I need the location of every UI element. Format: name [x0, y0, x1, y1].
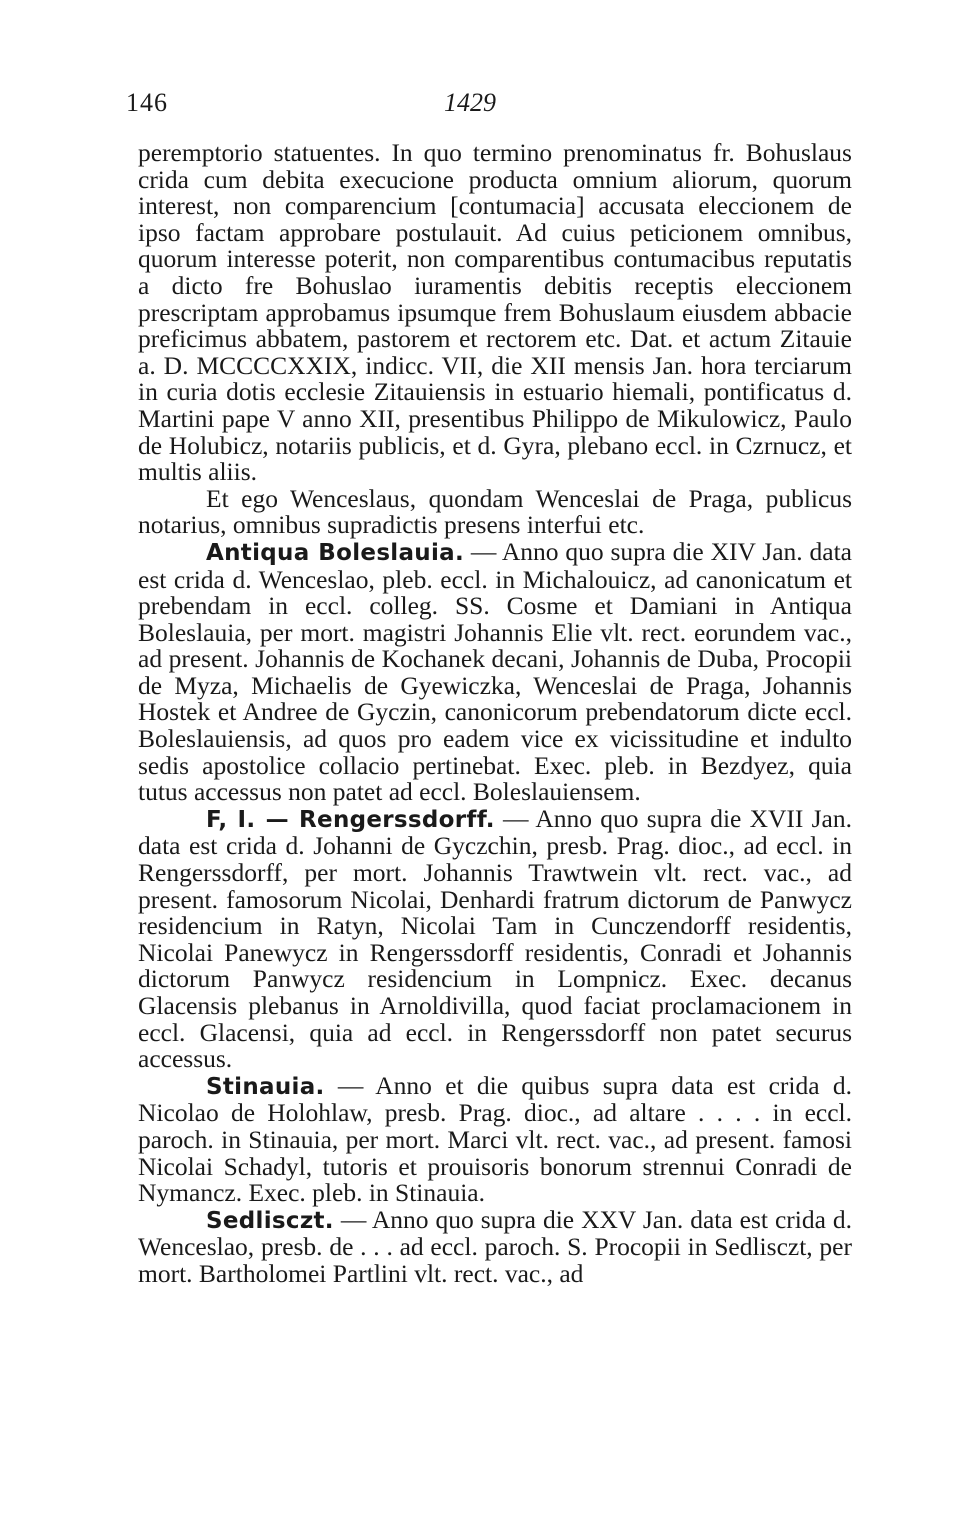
entry-text: — Anno quo supra die XVII Jan. data est crida d. Johanni de Gyczchin, presb. Prag. dioc., ad eccl. in Rengerssdorff, per mort. Johannis Trawtwein vlt. rect. vac., ad present. famosorum Nicolai, Denhardi fratrum dictorum de Panwycz residencium in Ratyn, Nicolai Tam in Cunczendorff residentis, Nicolai Panewycz in Rengerssdorff residentis, Conradi et Johannis dictorum Panwycz residencium in Lompnicz. Exec. decanus Glacensis plebanus in Arnoldivilla, quod faciat proclamacionem in eccl. Glacensi, quia ad eccl. in Rengerssdorff non patet securus accessus. — [138, 803, 853, 1074]
body-text — [138, 140, 852, 1288]
entry-text: — Anno quo supra die XXV Jan. data est crida d. Wenceslao, presb. de . . . ad eccl. paroch. S. Procopii in Sedlisczt, per mort. Bartholomei Partlini vlt. rect. vac., ad — [138, 1204, 853, 1288]
entry-rengerssdorff — [138, 803, 853, 1074]
entry-stinauia — [138, 1070, 853, 1208]
entry-heading: Stinauia. — [206, 1073, 325, 1100]
entry-heading: Antiqua Boleslauia. — [206, 539, 465, 566]
paragraph-text: Et ego Wenceslaus, quondam Wenceslai de Praga, publicus notarius, omnibus supradictis presens interfui etc. — [138, 483, 852, 540]
entry-heading: F, I. — Rengerssdorff. — [206, 806, 495, 833]
paragraph-text: peremptorio statuentes. In quo termino prenominatus fr. Bohuslaus crida cum debita execucione producta omnium aliorum, quorum interest, non comparencium [contumacia] accusata eleccionem de ipso factam approbare postulauit. Ad cuius peticionem omnibus, quorum interesse poterit, non comparentibus contumacibus reputatis a dicto fre Bohuslao iuramentis debitis receptis eleccionem prescriptam approbamus ipsumque frem Bohuslaum eiusdem abbacie preficimus abbatem, pastorem et rectorem etc. Dat. et actum Zitauie a. D. MCCCCXXIX, indicc. VII, die XII mensis Jan. hora terciarum in curia dotis ecclesie Zitauiensis in estuario hiemali, pontificatus d. Martini pape V anno XII, presentibus Philippo de Mikulowicz, Paulo de Holubicz, notariis publicis, et d. Gyra, plebano eccl. in Czrnucz, et multis aliis. — [138, 138, 852, 487]
entry-text: — Anno quo supra die XIV Jan. data est crida d. Wenceslao, pleb. eccl. in Michalouicz, ad canonicatum et prebendam in eccl. colleg. SS. Cosme et Damiani in Antiqua Boleslauia, per mort. magistri Johannis Elie vlt. rect. eorundem vac., ad present. Johannis de Kochanek decani, Johannis de Duba, Procopii de Myza, Michaelis de Gyewiczka, Wenceslai de Praga, Johannis Hostek et Andree de Gyczin, canonicorum prebendatorum dicte eccl. Boleslauiensis, ad quos pro eadem vice ex vicissitudine et indulto sedis apostolice collacio pertinebat. Exec. pleb. in Bezdyez, quia tutus accessus non patet ad eccl. Boleslauiensem. — [138, 536, 852, 807]
page-number: 146 — [126, 88, 168, 117]
paragraph-2 — [138, 483, 852, 540]
entry-text: — Anno et die quibus supra data est crida d. Nicolao de Holohlaw, presb. Prag. dioc., ad altare . . . . in eccl. paroch. in Stinauia, per mort. Marci vlt. rect. vac., ad present. famosi Nicolai Schadyl, tutoris et prouisoris bonorum strennui Conradi de Nymancz. Exec. pleb. in Stinauia. — [138, 1070, 853, 1208]
paragraph-1 — [138, 140, 852, 486]
running-year: 1429 — [444, 88, 496, 117]
entry-sedlisczt — [138, 1204, 853, 1288]
entry-antiqua-boleslauia — [138, 536, 852, 807]
page-header — [0, 88, 960, 128]
entry-heading: Sedlisczt. — [206, 1207, 334, 1234]
